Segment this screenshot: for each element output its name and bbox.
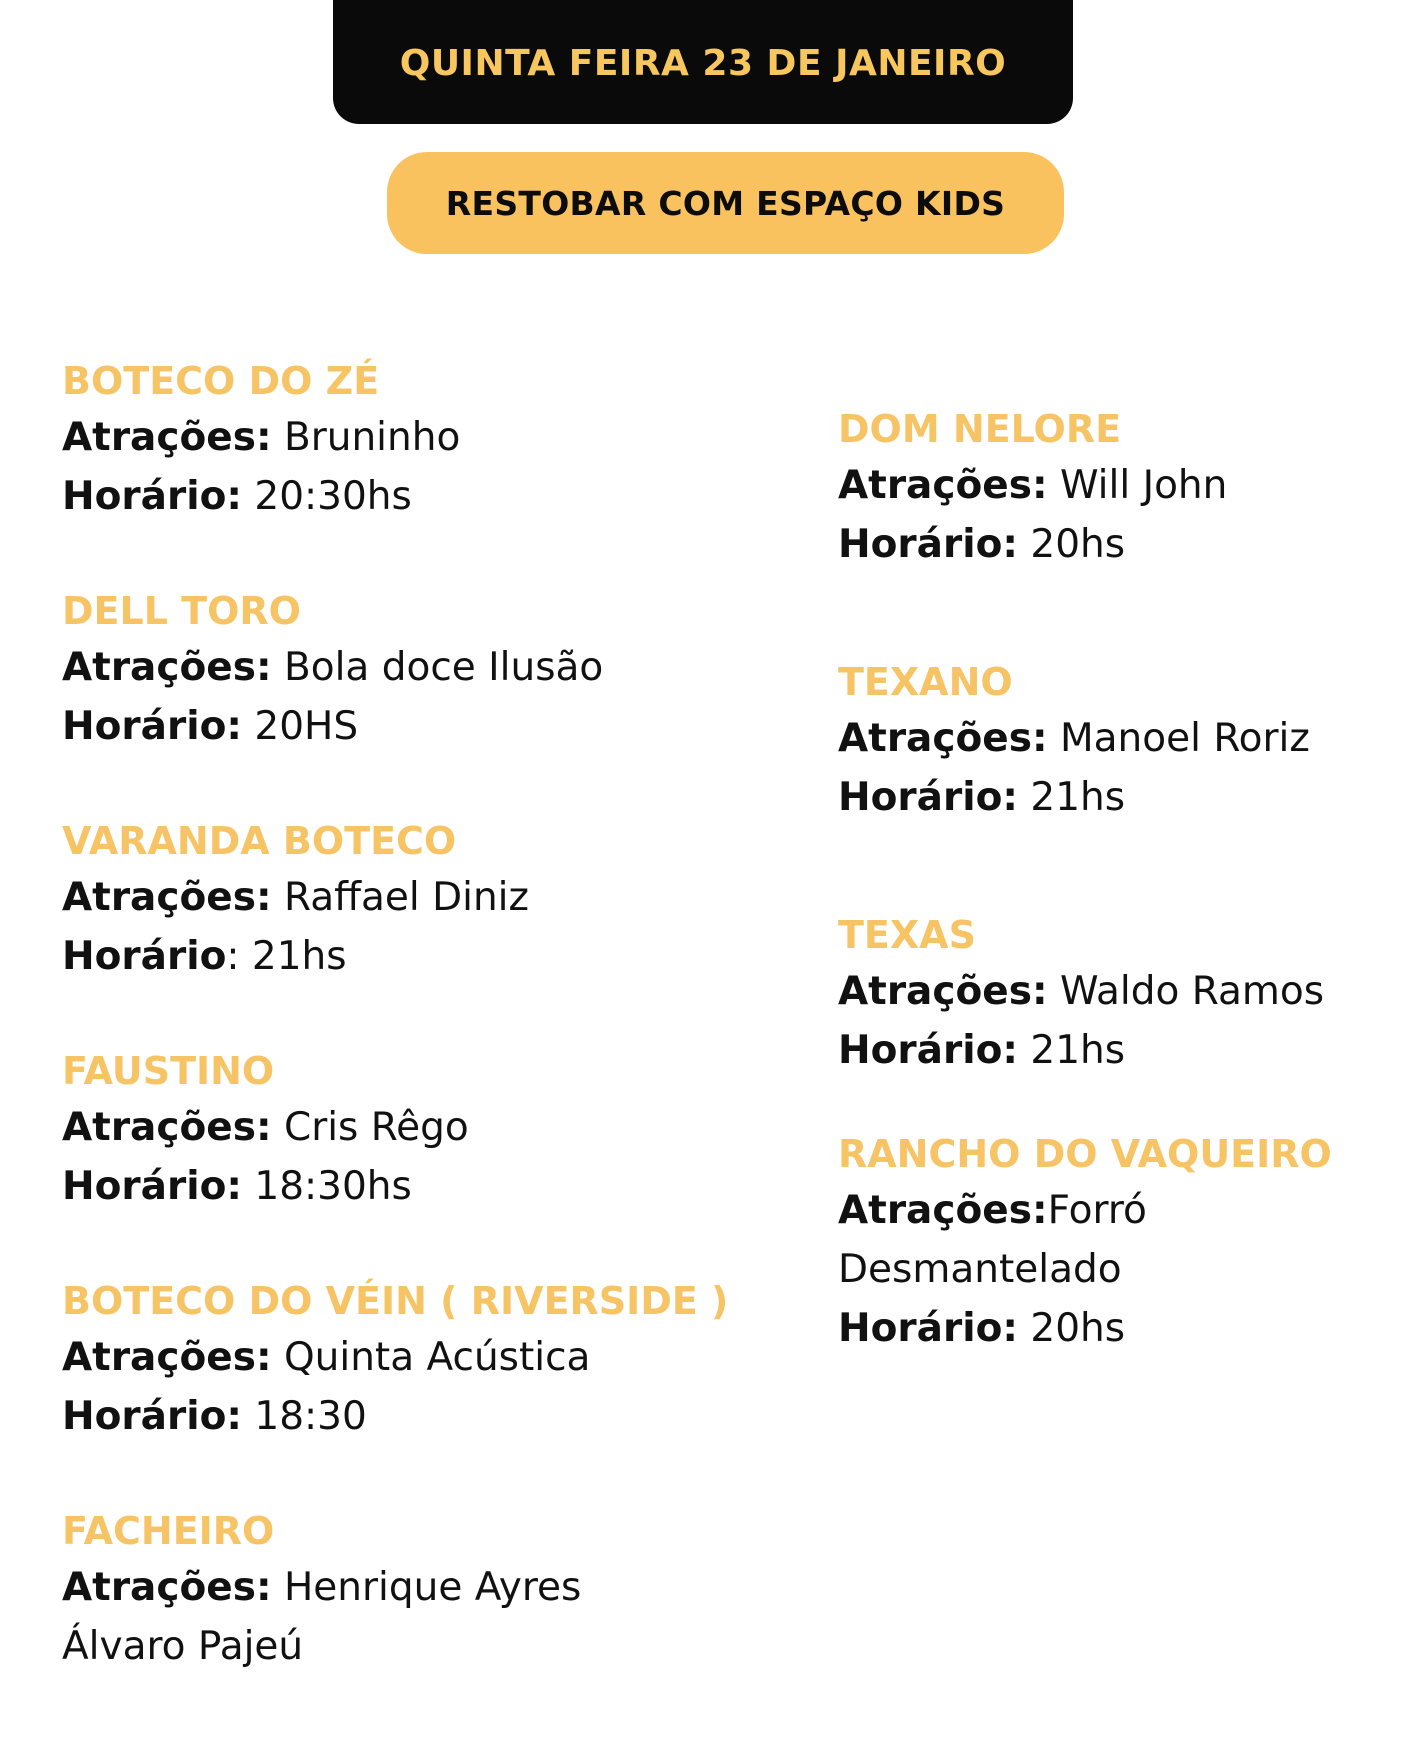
attractions-label: Atrações:: [62, 875, 272, 920]
venue-texano: [838, 655, 1398, 827]
venue-time: [838, 515, 1398, 574]
venue-attractions: [62, 868, 762, 927]
venue-attractions: [62, 1098, 762, 1157]
attractions-value: Bruninho: [271, 415, 461, 460]
venue-attractions-extra: Desmantelado: [838, 1247, 1122, 1292]
venue-name: BOTECO DO ZÉ: [62, 359, 380, 403]
time-value: 18:30: [241, 1394, 367, 1439]
time-value: 20:30hs: [241, 474, 412, 519]
venue-attractions-extra: Álvaro Pajeú: [62, 1624, 304, 1669]
attractions-label: Atrações:: [62, 645, 272, 690]
venue-dell-toro: [62, 584, 762, 756]
right-column: [838, 402, 1398, 1439]
attractions-value: Quinta Acústica: [271, 1335, 591, 1380]
venue-time: [838, 1299, 1398, 1358]
venue-facheiro: [62, 1504, 762, 1676]
venue-time: [62, 1387, 762, 1446]
attractions-value: Cris Rêgo: [271, 1105, 469, 1150]
time-value: 20HS: [241, 704, 359, 749]
time-value: 21hs: [1017, 775, 1126, 820]
time-value: 18:30hs: [241, 1164, 412, 1209]
attractions-label: Atrações:: [838, 969, 1048, 1014]
date-title: QUINTA FEIRA 23 DE JANEIRO: [399, 42, 1007, 84]
attractions-label: Atrações:: [838, 463, 1048, 508]
attractions-label: Atrações:: [62, 415, 272, 460]
venue-varanda-boteco: [62, 814, 762, 986]
venue-boteco-do-ze: [62, 354, 762, 526]
venue-texas: [838, 908, 1398, 1080]
attractions-value: Waldo Ramos: [1047, 969, 1325, 1014]
venue-rancho-do-vaqueiro: [838, 1127, 1398, 1358]
time-value: 20hs: [1017, 522, 1126, 567]
attractions-value: Will John: [1047, 463, 1228, 508]
time-label: Horário:: [838, 1306, 1018, 1351]
attractions-value: Manoel Roriz: [1047, 716, 1310, 761]
venue-boteco-do-vein: [62, 1274, 762, 1446]
time-value: 20hs: [1017, 1306, 1126, 1351]
venue-time: [62, 467, 762, 526]
venue-attractions: [62, 638, 762, 697]
date-banner: [333, 0, 1073, 124]
venue-time: [62, 1157, 762, 1216]
attractions-label: Atrações:: [838, 716, 1048, 761]
venue-dom-nelore: [838, 402, 1398, 574]
venue-attractions: [62, 1558, 762, 1617]
attractions-value: Bola doce Ilusão: [271, 645, 604, 690]
venue-time: [62, 697, 762, 756]
attractions-label: Atrações:: [838, 1188, 1048, 1233]
attractions-value: Henrique Ayres: [271, 1565, 582, 1610]
venue-faustino: [62, 1044, 762, 1216]
venue-attractions: [838, 962, 1398, 1021]
venue-name: VARANDA BOTECO: [62, 819, 457, 863]
attractions-value: Raffael Diniz: [271, 875, 529, 920]
time-label: Horário:: [62, 474, 242, 519]
venue-time: [838, 1021, 1398, 1080]
venue-name: TEXAS: [838, 913, 976, 957]
venue-attractions: [838, 1181, 1398, 1240]
venue-time: [838, 768, 1398, 827]
venue-attractions: [62, 1328, 762, 1387]
time-label: Horário:: [62, 1394, 242, 1439]
attractions-value: Forró: [1047, 1188, 1147, 1233]
time-value: 21hs: [1017, 1028, 1126, 1073]
venue-attractions: [838, 456, 1398, 515]
venue-name: FAUSTINO: [62, 1049, 275, 1093]
venue-time: [62, 927, 762, 986]
venue-attractions: [62, 408, 762, 467]
venue-attractions: [838, 709, 1398, 768]
attractions-label: Atrações:: [62, 1105, 272, 1150]
venue-name: TEXANO: [838, 660, 1013, 704]
attractions-label: Atrações:: [62, 1565, 272, 1610]
venue-name: DOM NELORE: [838, 407, 1122, 451]
venue-name: DELL TORO: [62, 589, 301, 633]
restobar-banner: [387, 152, 1064, 254]
time-label: Horário:: [838, 522, 1018, 567]
time-label: Horário:: [62, 1164, 242, 1209]
venue-name: FACHEIRO: [62, 1509, 275, 1553]
left-column: [62, 354, 762, 1734]
time-label: Horário:: [838, 775, 1018, 820]
attractions-label: Atrações:: [62, 1335, 272, 1380]
venue-name: RANCHO DO VAQUEIRO: [838, 1132, 1332, 1176]
time-label: Horário:: [62, 704, 242, 749]
time-value: : 21hs: [226, 934, 347, 979]
restobar-subtitle: RESTOBAR COM ESPAÇO KIDS: [445, 183, 1006, 223]
venue-name: BOTECO DO VÉIN ( RIVERSIDE ): [62, 1279, 729, 1323]
time-label: Horário: [62, 934, 227, 979]
time-label: Horário:: [838, 1028, 1018, 1073]
